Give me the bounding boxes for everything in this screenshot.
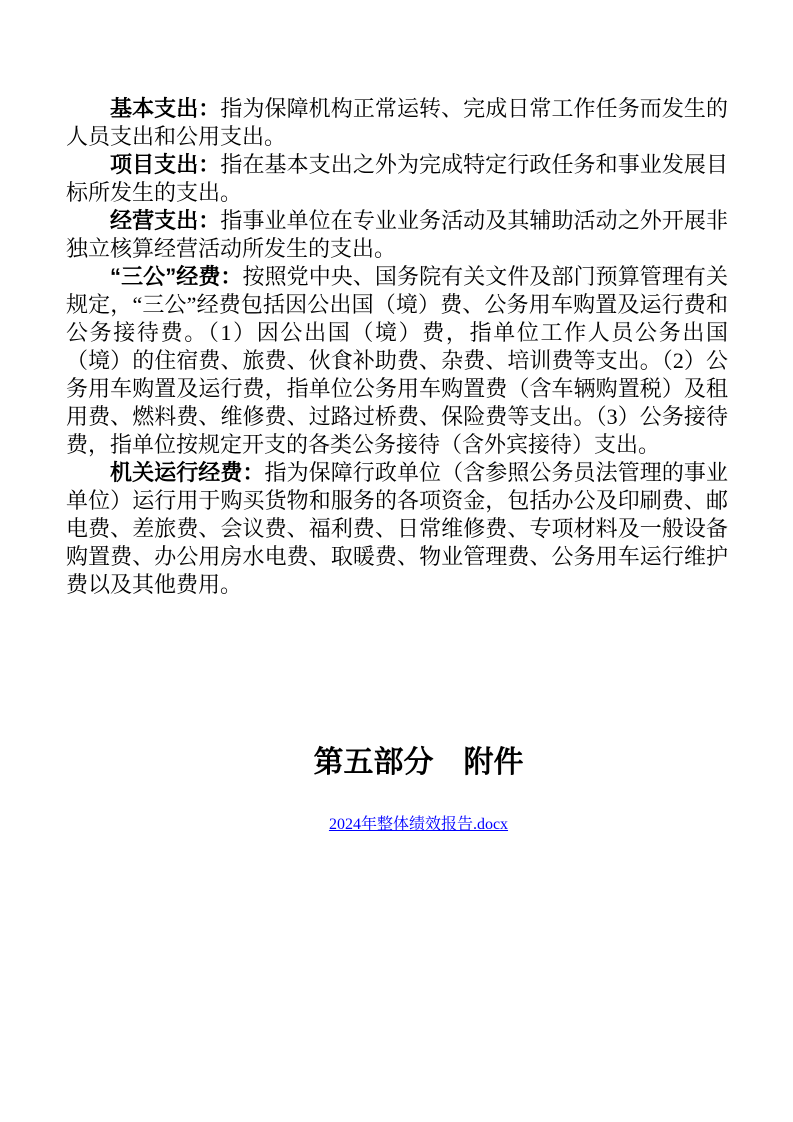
definition-text: 指在基本支出之外为完成特定行政任务和事业发展目标所发生的支出。	[66, 152, 728, 205]
definition-term: 机关运行经费：	[110, 460, 265, 485]
definition-term: “三公”经费：	[110, 264, 243, 289]
definition-paragraph-three-public-funds	[66, 263, 728, 459]
definition-term: 基本支出：	[110, 96, 221, 121]
definition-term: 项目支出：	[110, 152, 221, 177]
definition-paragraph-basic-expenditure	[66, 95, 728, 151]
definition-text: 指事业单位在专业业务活动及其辅助活动之外开展非独立核算经营活动所发生的支出。	[66, 208, 728, 261]
definition-text: 指为保障机构正常运转、完成日常工作任务而发生的人员支出和公用支出。	[66, 96, 728, 149]
attachment-link[interactable]: 2024年整体绩效报告.docx	[328, 816, 509, 833]
definition-text: 按照党中央、国务院有关文件及部门预算管理有关规定，“三公”经费包括因公出国（境）费、公务用车购置及运行费和公务接待费。（1）因公出国（境）费，指单位工作人员公务出国（境）的住宿费、旅费、伙食补助费、杂费、培训费等支出。（2）公务用车购置及运行费，指单位公务用车购置费（含车辆购置税）及租用费、燃料费、维修费、过路过桥费、保险费等支出。（3）公务接待费，指单位按规定开支的各类公务接待（含外宾接待）支出。	[66, 264, 728, 457]
definition-text: 指为保障行政单位（含参照公务员法管理的事业单位）运行用于购买货物和服务的各项资金，包括办公及印刷费、邮电费、差旅费、会议费、福利费、日常维修费、专项材料及一般设备购置费、办公用房水电费、取暖费、物业管理费、公务用车运行维护费以及其他费用。	[66, 460, 728, 597]
definition-paragraph-operating-expenditure	[66, 207, 728, 263]
definition-term: 经营支出：	[110, 208, 221, 233]
definition-paragraph-agency-operating-funds	[66, 459, 728, 599]
definition-paragraph-project-expenditure	[66, 151, 728, 207]
attachment-link-line	[44, 814, 793, 835]
section-heading: 第五部分 附件	[313, 746, 524, 779]
attachment-section	[0, 744, 793, 835]
